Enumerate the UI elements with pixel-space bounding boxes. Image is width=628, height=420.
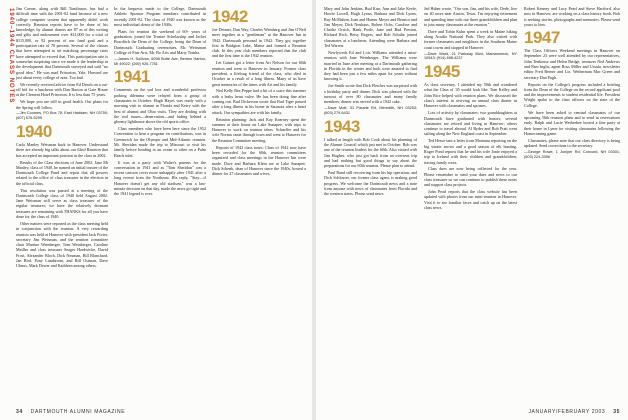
note-paragraph: Joe Smith wrote that Dick Fletcher was surprised with a birthday party and dinner. Dick was pleased with the turnout of over 80 classmates and many family members; dinner was served with a 1942 cake. — [324, 83, 417, 105]
note-paragraph: We hope you are still in good health. Our plans for the Spring will follow. — [16, 99, 108, 110]
right-footer-title: JANUARY/FEBRUARY 2003 — [528, 409, 606, 415]
note-paragraph: The Class Officers Weekend meetings in Hanover on September 23 were well attended by our representatives, John Tenhouse and Helen Bridge, treasurer Ned Andrews and Pam Inglis, agent Ross Miller and Ursula, newsletter editor Fred Berner and Liz. Wetherman Mac Green and secretary Dan Pugh. — [524, 48, 620, 80]
secretary-byline: —George Rowe, 1 Juniper Rd, Concord, NH 03301; (603) 224-3396 — [524, 149, 620, 159]
class-year-heading: 1942 — [212, 7, 248, 26]
class-year-heading: 1947 — [524, 28, 560, 48]
secretary-byline: —James H. Sullivan, 6098 Butte Ave, Benton Harbor, MI 49022; (269) 926-7781 — [114, 56, 206, 66]
note-paragraph: We have been asked to remind classmates of our upcoming 56th reunion plans and to send in reservations early. Ralph and Lucie Wetherbee hosted a fine party at their home in Lyme for visiting classmates following the Homecoming game. — [524, 109, 620, 136]
note-paragraph: Paul Rand still recovering from his hip operation, and Dick Schlosser, our former class agent, is making good progress. We welcome the Dartmouth news and a note from anyone with news of classmates from Florida and the western states. Please send news. — [324, 170, 417, 197]
note-paragraph: I talked at length with Bob Cook about his planning of the Alumni Council which just met in October. Bob was one of the reunion leaders for the 60th. Also visited with Jim Hughes, who just got back from an overseas trip and had nothing but good things to say about the preparations for our 60th reunion. Please plan to attend. — [324, 136, 417, 169]
text-column — [212, 6, 306, 402]
left-footer-title: DARTMOUTH ALUMNI MAGAZINE — [30, 409, 126, 415]
class-year-heading: 1941 — [114, 67, 150, 87]
note-paragraph: This resolution was passed at a meeting of the Dartmouth College class of 1940 held August 2002. Jane Weisman will serve as class treasurer of the regular treasurer; we have the relatively dormant treasurer are remaining with THANKS for all you have done for the class of 1940. — [16, 187, 108, 220]
note-paragraph: Robert Kenney and Lucy Pearl and Steve Hartford, also now in Hanover, are working on a class history book. Bob is seeking stories, photographs and memories. Please send yours to him. — [524, 6, 620, 27]
note-paragraph: Carla Manley Weisman back in Hanover. Understand there are already big talks about our 62nd Reunion that has accepted an important position in the class in 2002. — [16, 142, 108, 158]
note-paragraph: Jed Huber wrote, "Our son, Jim, and his wife, Dede, live on 40 acres near Austin, Texas. I'm enjoying retirement and spending time with our three grandchildren and plan to join many classmates at the reunion." — [424, 6, 517, 27]
note-paragraph: Jim Corner, along with Bill Tomlinson, has had a difficult time with the 2001-02 fund because of a new college computer system that apparently didn't work correctly. Reunion reports have to be done of his knowledge; by alumni donors are 87 as of this writing and gifts and endowment over $12,000 for a total of $115,000, or 92 percent of our fund goal and a participation rate of 70 percent. Several of the classes that have attempted to set matching percentage rates have attempted to exceed that. This participation rate is somewhat surprising since we made it the leadership in the development that Dartmouth surveyed and said "no good idea." He was mad Princeton, Yale, Harvard are just about every college of note. Too bad. — [16, 6, 108, 80]
class-year-heading: 1945 — [424, 62, 460, 82]
note-paragraph: Let Gaines got a letter from Art Nelson for our 60th reunion and went to Hanover in January. Former class president, a lifelong friend of the class, who died in October as a result of a long illness. Many of us have great memories of the times with Art and his family. — [212, 60, 306, 87]
note-paragraph: Class members who have been here since the 1952 Convention to hear a program on contributions, was in Greenwich for the Olympic and Mid-Atlantic reunion. Mr. Sheridan made the trip to Missouri to visit his family before heading to an ocean or other on a Palm Beach inlet. — [114, 126, 206, 158]
note-paragraph: Class dues are now being collected for the year. Please remember to send your dues and news to our class treasurer so we can continue to publish these notes and support class projects. — [424, 166, 517, 188]
left-page-number: 34 — [16, 409, 23, 415]
note-paragraph: Mary and John Jenkins, Bud Karr, Ann and Jake Keefe, Howie Lowell, Hugh Lyons, Barbara and Dick Lyons, Ray McMahon, Joan and Homer Meyer and Bernice and Jim Meyer, Dick Neuhaus, Robert Ochs, Caroline and Charlie Orrick, Hank Poole, Jane and Bud Preston, Richard Rich, Betsy Rogers, and Bob Schultz joined classmates at a luncheon. Attending were Barbara and Ted Warren. — [324, 6, 417, 49]
sidebar-label-text: 1940–1944 CLASS NOTES — [8, 8, 14, 104]
secretary-byline: —Dave Mott, 31 Parade Rd, Meredith, NH 03253; (603) 279-6431 — [324, 106, 417, 115]
note-paragraph: Plans for reunion the weekend of 60+ years of graduation, joined the Trustee Scholarship and Jacket Bowditch the Dean of the College, being the Dean of Dartmouth. Graduating ceremonies, Mr. Weissman College of Fine Arts, Mr. Bo Arts and Marty Tomba. — [114, 28, 206, 55]
text-column — [114, 6, 206, 402]
right-page-number: 35 — [613, 409, 620, 415]
note-paragraph: Newlyweds Ed and Lois Williams attended a mini-reunion with Jane Weinberger. The Williams were married in June after meeting at a Dartmouth gathering in Florida in the winter and both were amazed to find they had been just a few miles apart for years without knowing it. — [324, 49, 417, 82]
text-column — [524, 6, 620, 402]
note-paragraph: Lots of activity by classmates: two granddaughters at Dartmouth have graduated with honors; several classmates are retired and living in Hanover; others continue to travel abroad. Al Ryder and Bob Pratt went sailing along the New England coast in September. — [424, 110, 517, 137]
note-paragraph: In the bequests made to the College, Dartmouth Athletic Sponsor Program members contributed in recently 2001-02. The class of 1940 was known as the most individual donor of the 1940s. — [114, 6, 206, 27]
right-page — [316, 0, 628, 420]
left-footer — [16, 409, 125, 415]
note-paragraph: Ned Kelly Bee Peppe had a bit of a scare this summer with a leaky heart valve. He has been doing fine after coming out. Bud Dickerson wrote that Bud Tiger passed after a long illness in his home in Sarasota after a heart attack. Our sympathies are with his family. — [212, 88, 306, 115]
note-paragraph: Reports of 1942 class notes: Class of 1942 now have been recorded for the 60th, reunion committees organized and class meetings in the Hanover Inn were made. Dave and Barbara Klein are at Lake Sunapee. Dick Schenk, dean of Hanover since the 1940s, hosted a dinner for 27 classmates and wives. — [212, 144, 306, 177]
note-paragraph: It was at a party with Walter's parents for the conversation in 1941 and as "Tom Sheridan" was a recent cartoon cover more unhappily after 1941 after a long retreat from the Northeast. His reply, "Stay—if Hanover doesn't get any old stadium," was a last-minute decision on that day, made the news go tight and the 1941 legend is over. — [114, 159, 206, 197]
class-year-heading: 1940 — [16, 122, 52, 142]
secretary-byline: —Jim Coomes, PO Box 78, East Haddam, NH 03750; (607) 676-5299 — [16, 111, 108, 121]
text-column — [16, 6, 108, 402]
note-paragraph: As class secretary, I attended my 50th and wondered what the Class of '45 would look like. Tom Kelley and John Rice helped with reunion plans. We discussed the class's interest in reviving an annual class dinner in Hanover with classmates and spouses. — [424, 82, 517, 109]
note-paragraph: We recently received advice from Ed Dench on a cut-off bid for a luncheon with Dan Burton at Gate House at the Clement Hotel Princeton. It is less than 75 years. — [16, 81, 108, 98]
secretary-byline: —Dave Ward, 21 Parkway Blvd, Mamaroneck, NY 10543; (914) 698-4237 — [424, 51, 517, 61]
note-paragraph: Reunion planning: Jack and Kay Kearney spent the summer at their house on Lake Sunapee, with trips to Hanover to work on reunion ideas. Schaeffer and his wife Norma came through town and went to Hanover for the Reunion Committee meeting. — [212, 116, 306, 143]
note-paragraph: Other matters were reported as the class meeting held in conjunction with the reunion. A very rewarding reunion was held at Hanover with president Jack Porter, secretary Jim Weisman, and the reunion committee chair Martine Weinberger, Tom Weinberger, Caroline Mailles and class treasurer Seager Hardwicke, David Frost, Alexander Bloch, Dick Neuman, Bill Blanchard, Jan Bird, Pony Lundstrom, and Bill Ostman, Dave Ulmus, Mark Dewer and Kathleen among others. — [16, 220, 108, 269]
note-paragraph: John Pearl reports that the class website has been updated with photos from our mini-reunion in Hanover. Visit it to see familiar faces and catch up on the latest class news. — [424, 189, 517, 211]
note-paragraph: Comments on the sad loss and wonderful professor parking dilemma were relayed from a group of classmates in October. Hugh Hayes was ready with a morning visit to alumni in Florida and Kerry with the best of alumni and Ohio visits. They are dealing with the real issues—denervation—and hiding behind a gloomy lighthouse above the old sports office. — [114, 87, 206, 125]
note-paragraph: Joe Detmer, Dan Way, Charles Weinberg and Jim O'Neil meet together at a "gentleman" at the Hanover Inn in 1942. Dartmouth personal in 1942. They got together first in Bridgton Lake, Maine and formed a Reunion club. In this year club members reported that the club and the first time is the 1942 reunion. — [212, 27, 306, 59]
left-page — [0, 0, 312, 420]
note-paragraph: Results of the Class elections of June 2002: Jane Mt Manley, class of 1940, he named an initial trustee of the Dartmouth College Fund and report that all powers related to the office of class treasurer in the election in the official class. — [16, 159, 108, 186]
note-paragraph: Dave and Tobin Kuhn spent a week in Maine hiking along Acadia National Park. They also visited with former classmates and neighbors in the Southern Maine coast towns and stopped in Hanover. — [424, 28, 517, 50]
right-footer — [528, 409, 620, 415]
note-paragraph: Reports on the College's progress included a briefing from the Dean of the College on the record applicant pool and the improvements to student residential life. President Wright spoke to the class officers on the state of the College. — [524, 81, 620, 108]
note-paragraph: Ted Hesse sent a letter from Montana reporting on the big winter snows and a good season of elk hunting. Roger Pond reports that he and his wife Janie enjoyed a trip to Ireland with their children and grandchildren, tracing family roots. — [424, 138, 517, 165]
class-year-heading: 1943 — [324, 116, 360, 136]
section-sidebar-label — [4, 8, 14, 104]
text-column — [424, 6, 517, 402]
text-column — [324, 6, 417, 402]
note-paragraph: Classmates, please note that our class directory is being updated. Send corrections to the secretary. — [524, 137, 620, 149]
